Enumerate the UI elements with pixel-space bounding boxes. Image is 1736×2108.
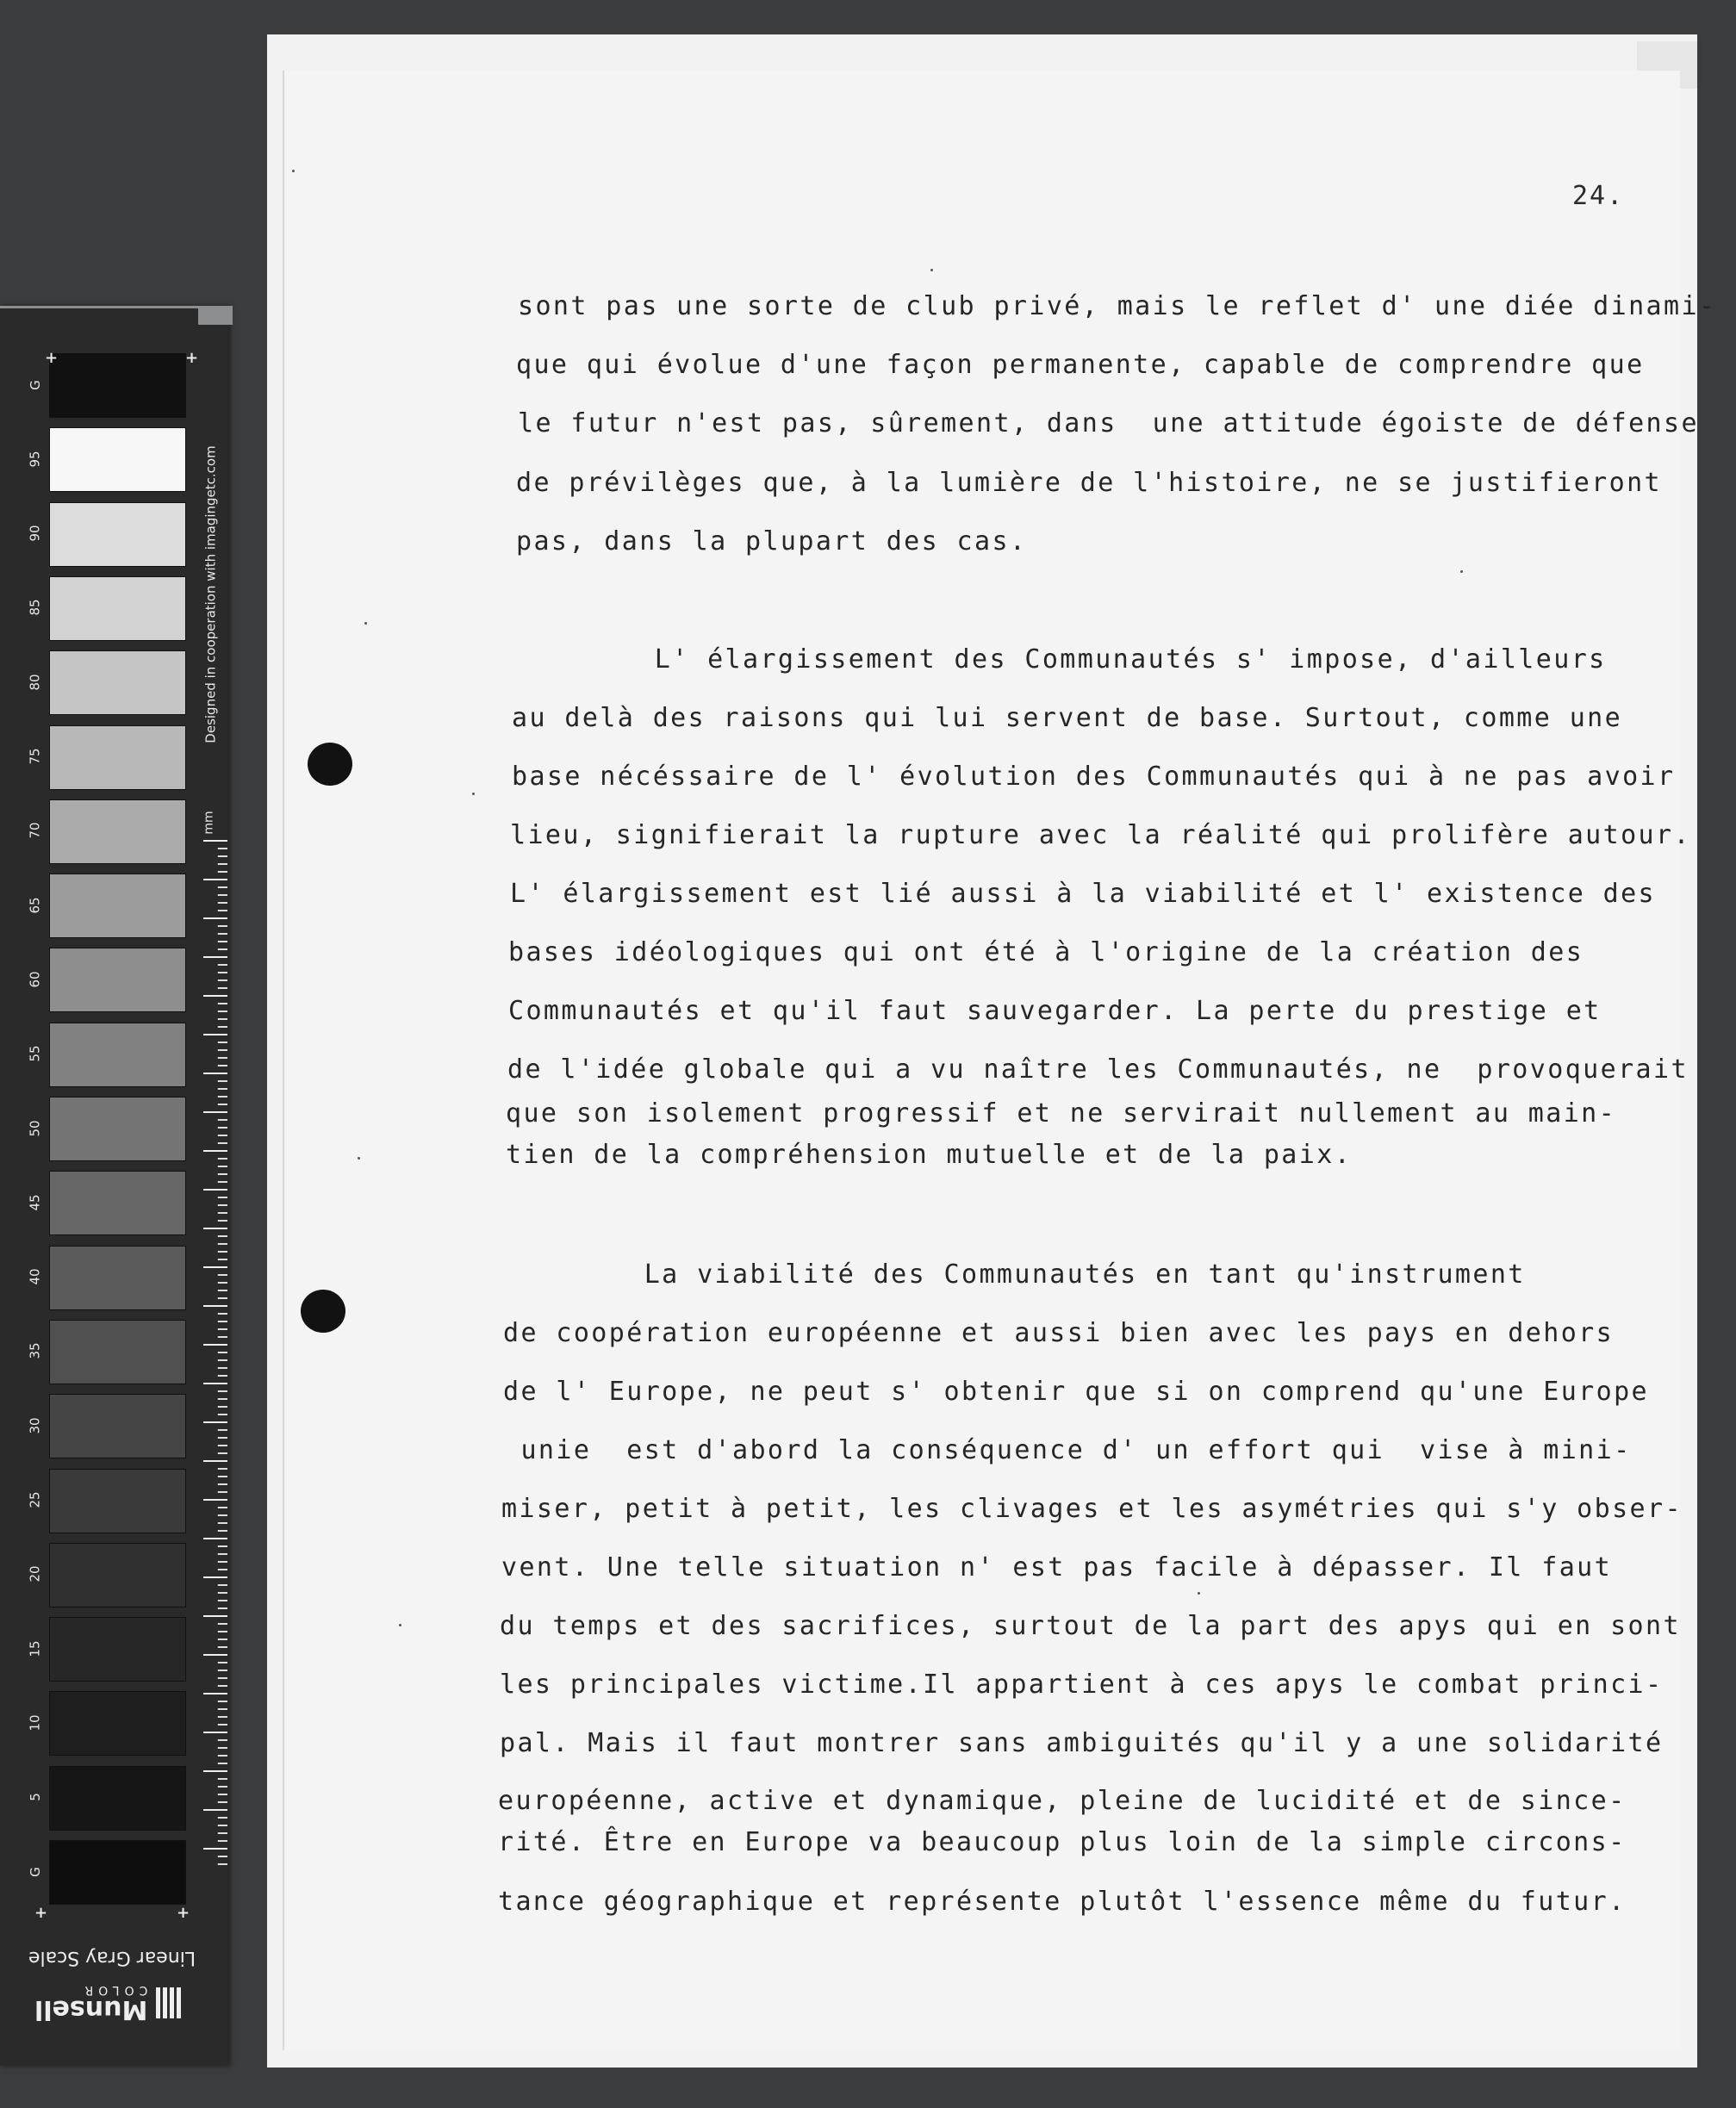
patch-label: 90 bbox=[28, 525, 43, 542]
text-line: tien de la compréhension mutuelle et de la paix. bbox=[506, 1140, 1353, 1170]
patch-label: 35 bbox=[28, 1342, 43, 1359]
text-line: que son isolement progressif et ne servirait nullement au main- bbox=[506, 1098, 1617, 1129]
text-line: de prévilèges que, à la lumière de l'histoire, ne se justifieront bbox=[516, 468, 1662, 498]
text-line: pas, dans la plupart des cas. bbox=[516, 526, 1028, 557]
plus-mark: + bbox=[34, 1904, 48, 1922]
gray-patch bbox=[49, 1840, 186, 1905]
gray-patch bbox=[49, 1469, 186, 1533]
speck bbox=[358, 1157, 360, 1160]
patch-label: 85 bbox=[28, 599, 43, 616]
card-clip bbox=[198, 306, 233, 325]
patch-label: 30 bbox=[28, 1417, 43, 1434]
patch-label: 75 bbox=[28, 748, 43, 765]
ruler-unit: mm bbox=[202, 811, 216, 835]
text-line: les principales victime.Il appartient à ces apys le combat princi- bbox=[500, 1670, 1664, 1700]
text-line: de coopération européenne et aussi bien avec les pays en dehors bbox=[503, 1318, 1615, 1348]
munsell-logo-icon bbox=[156, 1987, 181, 2018]
plus-mark: + bbox=[177, 1904, 190, 1922]
text-line: pal. Mais il faut montrer sans ambiguités qu'il y a une solidarité bbox=[500, 1728, 1664, 1758]
patch-label: 55 bbox=[28, 1045, 43, 1062]
text-line: Communautés et qu'il faut sauvegarder. La perte du prestige et bbox=[508, 996, 1602, 1026]
plus-mark: + bbox=[185, 349, 199, 367]
gray-patch bbox=[49, 1320, 186, 1384]
munsell-logo bbox=[34, 1977, 181, 2029]
patch-label: 10 bbox=[28, 1714, 43, 1732]
gray-patch bbox=[49, 1543, 186, 1607]
text-line: rité. Être en Europe va beaucoup plus loin de la simple circons- bbox=[498, 1827, 1627, 1857]
punch-hole bbox=[301, 1290, 345, 1333]
gray-patch bbox=[49, 1171, 186, 1235]
patch-label: 15 bbox=[28, 1640, 43, 1657]
speck bbox=[930, 269, 933, 271]
speck bbox=[1460, 570, 1463, 573]
gray-patch bbox=[49, 874, 186, 938]
gray-patch bbox=[49, 799, 186, 864]
patch-label: 20 bbox=[28, 1565, 43, 1583]
gray-patch bbox=[49, 1766, 186, 1831]
page-number: 24. bbox=[1572, 181, 1625, 211]
gray-patch bbox=[49, 502, 186, 567]
text-line: de l'idée globale qui a vu naître les Communautés, ne provoquerait bbox=[507, 1054, 1689, 1085]
patch-label: 65 bbox=[28, 897, 43, 914]
gray-patch bbox=[49, 1023, 186, 1087]
text-line: lieu, signifierait la rupture avec la réalité qui prolifère autour. bbox=[510, 820, 1691, 850]
brand-name: Munsell bbox=[34, 1994, 148, 2024]
text-line: de l' Europe, ne peut s' obtenir que si on comprend qu'une Europe bbox=[503, 1377, 1649, 1407]
scale-title: Linear Gray Scale bbox=[28, 1947, 196, 1968]
text-line: européenne, active et dynamique, pleine de lucidité et de since- bbox=[498, 1786, 1627, 1816]
text-line: unie est d'abord la conséquence d' un effort qui vise à mini- bbox=[503, 1435, 1632, 1465]
gray-patch bbox=[49, 1246, 186, 1310]
plus-mark: + bbox=[45, 349, 59, 367]
gray-patch bbox=[49, 1394, 186, 1458]
text-line: du temps et des sacrifices, surtout de la part des apys qui en sont bbox=[500, 1611, 1681, 1641]
gray-patch bbox=[49, 427, 186, 492]
text-line: La viabilité des Communautés en tant qu'instrument bbox=[503, 1259, 1526, 1290]
speck bbox=[292, 170, 295, 172]
gray-patch bbox=[49, 576, 186, 641]
patch-label: 40 bbox=[28, 1268, 43, 1285]
patch-label: 95 bbox=[28, 451, 43, 468]
scale-credit: Designed in cooperation with imagingetc.com bbox=[203, 445, 219, 743]
text-line: miser, petit à petit, les clivages et les asymétries qui s'y obser- bbox=[501, 1494, 1683, 1524]
patch-label: 50 bbox=[28, 1119, 43, 1137]
gray-patch bbox=[49, 948, 186, 1012]
text-line: sont pas une sorte de club privé, mais le reflet d' une diée dinami- bbox=[518, 291, 1717, 321]
patch-label: G bbox=[28, 1866, 43, 1877]
patch-label: 45 bbox=[28, 1194, 43, 1211]
text-line: bases idéologiques qui ont été à l'origine de la création des bbox=[508, 937, 1584, 967]
patch-label: 5 bbox=[27, 1793, 43, 1801]
mm-ruler-major bbox=[203, 840, 227, 1865]
speck bbox=[399, 1624, 401, 1626]
gray-patch bbox=[49, 725, 186, 790]
gray-patch bbox=[49, 650, 186, 715]
gray-patch bbox=[49, 1097, 186, 1161]
brand-subtitle: COLOR bbox=[79, 1983, 148, 1997]
text-line: que qui évolue d'une façon permanente, capable de comprendre que bbox=[516, 350, 1645, 380]
text-line: vent. Une telle situation n' est pas facile à dépasser. Il faut bbox=[501, 1552, 1613, 1583]
speck bbox=[1198, 1592, 1200, 1595]
text-line: au delà des raisons qui lui servent de base. Surtout, comme une bbox=[512, 703, 1623, 733]
patch-label: 60 bbox=[28, 971, 43, 988]
patch-label: 70 bbox=[28, 822, 43, 839]
patch-label: G bbox=[28, 379, 43, 390]
text-line: le futur n'est pas, sûrement, dans une attitude égoiste de défense bbox=[518, 408, 1699, 438]
patch-label: 80 bbox=[28, 674, 43, 691]
text-line: tance géographique et représente plutôt l'essence même du futur. bbox=[498, 1887, 1627, 1917]
gray-patch bbox=[49, 353, 186, 418]
speck bbox=[472, 793, 475, 795]
patch-label: 25 bbox=[28, 1491, 43, 1508]
gray-patch bbox=[49, 1617, 186, 1682]
text-line: base nécéssaire de l' évolution des Communautés qui à ne pas avoir bbox=[512, 762, 1676, 792]
gray-patch bbox=[49, 1691, 186, 1756]
text-line: L' élargissement est lié aussi à la viabilité et l' existence des bbox=[510, 879, 1656, 909]
speck bbox=[364, 622, 367, 625]
punch-hole bbox=[308, 743, 352, 786]
text-line: L' élargissement des Communautés s' impose, d'ailleurs bbox=[513, 644, 1607, 675]
